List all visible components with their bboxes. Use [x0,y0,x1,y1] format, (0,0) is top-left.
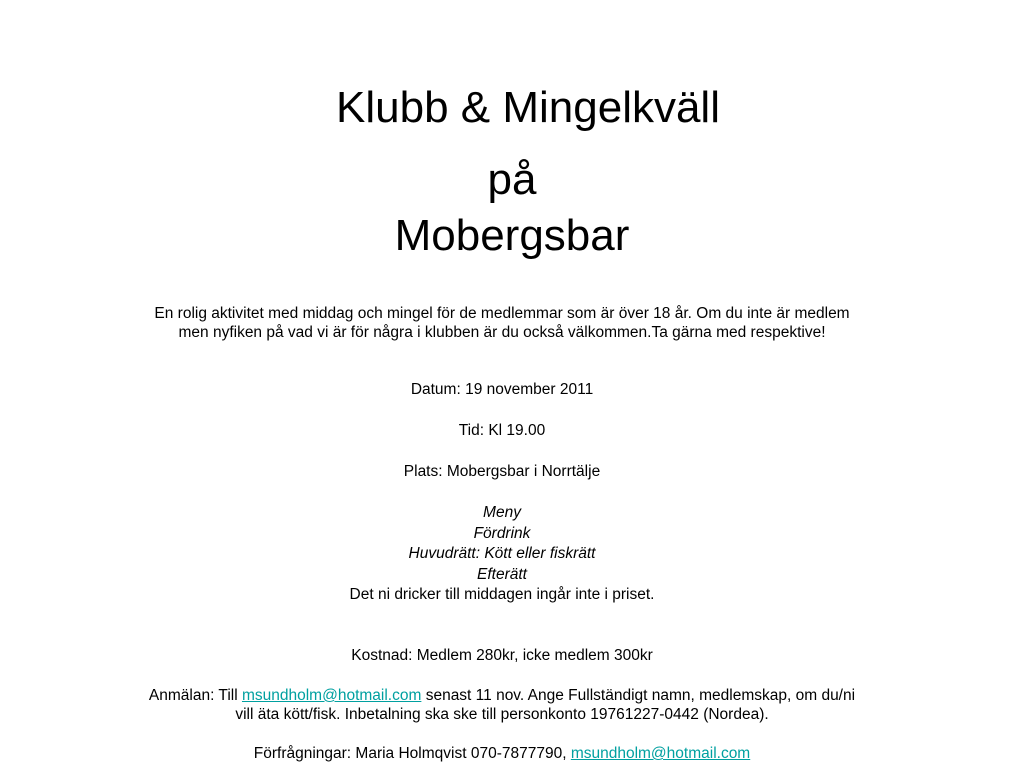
menu-section [140,503,864,606]
registration-email-link[interactable]: msundholm@hotmail.com [241,687,422,704]
title-line-2: på [487,155,537,204]
menu-item: Efterätt [477,565,527,583]
registration-suffix: senast 11 nov. Ange Fullständigt namn, medlemskap, om du/ni vill äta kött/fisk. Inbetalning ska ske till personkonto 19761227-0442 (Nordea). [235,687,856,723]
menu-heading: Meny [483,504,521,521]
time-line: Tid: Kl 19.00 [458,422,546,439]
registration-paragraph [140,686,864,724]
menu-item: Fördrink [473,524,531,542]
menu-note: Det ni dricker till middagen ingår inte i priset. [349,586,655,603]
date-line: Datum: 19 november 2011 [410,381,594,398]
registration-prefix: Anmälan: Till [148,687,242,704]
location-line: Plats: Mobergsbar i Norrtälje [403,463,601,480]
menu-item: Huvudrätt: Kött eller fiskrätt [408,545,596,562]
inquiries-line [140,744,864,763]
inquiries-email-link[interactable]: msundholm@hotmail.com [570,745,751,762]
inquiries-prefix: Förfrågningar: Maria Holmqvist 070-7877790, [253,745,571,762]
cost-line: Kostnad: Medlem 280kr, icke medlem 300kr [351,647,653,664]
title-line-3: Mobergsbar [394,211,630,260]
title-line-1: Klubb & Mingelkväll [336,83,720,132]
intro-paragraph: En rolig aktivitet med middag och mingel för de medlemmar som är över 18 år. Om du inte är medlem men nyfiken på vad vi är för några i klubben är du också välkommen.Ta gärna med respektive! [154,305,850,341]
